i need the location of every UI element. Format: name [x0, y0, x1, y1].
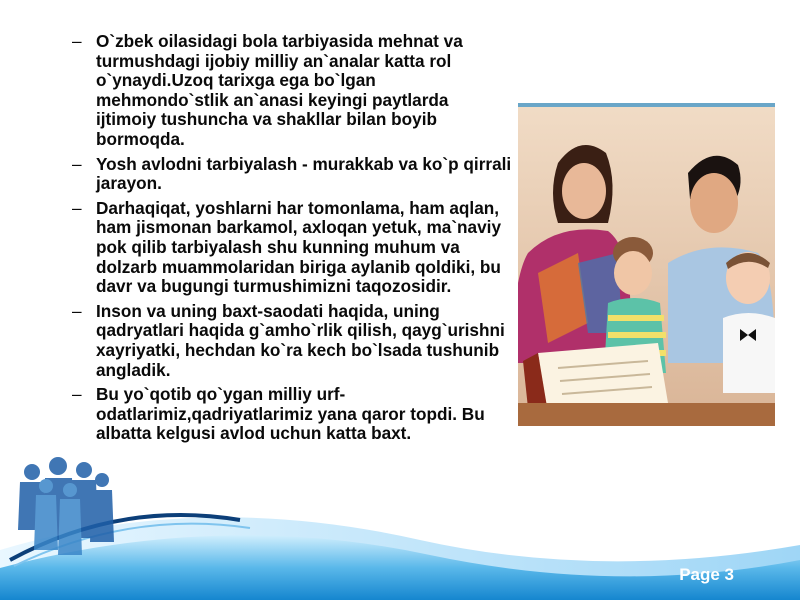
bullet-text: Bu yo`qotib qo`ygan milliy urf-odatlarimiz,qadriyatlarimiz yana qaror topdi. Bu albatta kelgusi avlod uchun katta baxt.: [96, 384, 485, 444]
bullet-item: [72, 155, 512, 194]
bullet-marker: –: [72, 300, 82, 321]
bullet-list: [72, 32, 512, 449]
bullet-text: O`zbek oilasidagi bola tarbiyasida mehnat va turmushdagi ijobiy milliy an`analar katta rol o`ynaydi.Uzoq tarixga ega bo`lgan mehmondo`stlik an`anasi keyingi paytlarda ijtimoiy tushuncha va shakllar bilan boyib bormoqda.: [96, 31, 463, 149]
bullet-marker: –: [72, 153, 82, 174]
bullet-item: [72, 302, 512, 380]
page-number: Page 3: [679, 565, 734, 584]
bullet-marker: –: [72, 384, 82, 405]
bullet-marker: –: [72, 31, 82, 51]
business-people-silhouette-icon: [18, 457, 114, 555]
family-photo: [518, 103, 775, 426]
bullet-text: Inson va uning baxt-saodati haqida, uning qadryatlari haqida g`amho`rlik qilish, qayg`urishni xayriyatki, hechdan ko`ra kech bo`lsada tushunib angladik.: [96, 300, 505, 380]
bullet-text: Darhaqiqat, yoshlarni har tomonlama, ham aqlan, ham jismonan barkamol, axloqan yetuk, ma`naviy pok qilib tarbiyalash shu kunning muhum va dolzarb muammolaridan biriga aylanib qoldiki, bu davr va bugungi turmushimizni taqozosidir.: [96, 197, 501, 297]
bullet-item: [72, 385, 512, 444]
bullet-marker: –: [72, 197, 82, 218]
bullet-item: [72, 32, 512, 150]
wave-swoosh: [0, 515, 800, 600]
bullet-text: Yosh avlodni tarbiyalash - murakkab va ko`p qirrali jarayon.: [96, 153, 512, 194]
bullet-item: [72, 199, 512, 297]
